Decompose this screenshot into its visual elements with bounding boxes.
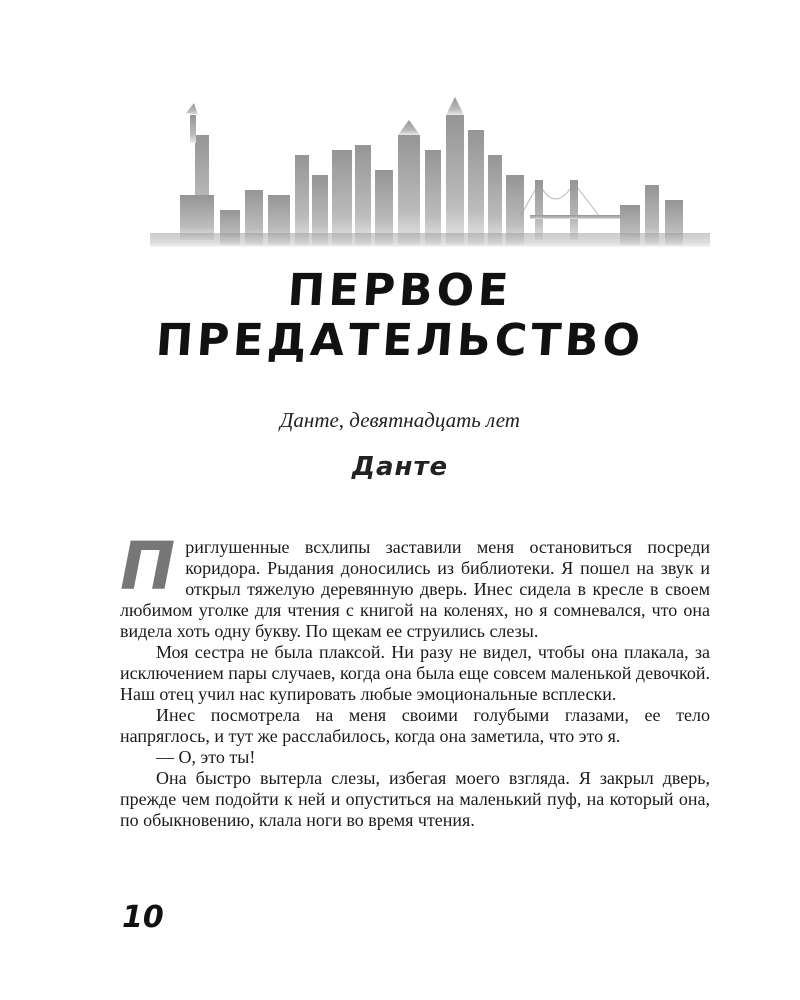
chapter-title-line1: ПЕРВОЕ [286, 265, 514, 316]
paragraph: Приглушенные всхлипы заставили меня остановиться посреди коридора. Рыдания доносились из библиотеки. Я пошел на звук и открыл тяжелую деревянную дверь. Инес сидела в кресле в своем любимом уголке для чтения с книгой на коленях, но я сомневался, что она видела хоть одну букву. По щекам ее струились слезы. [120, 528, 710, 641]
paragraph: Она быстро вытерла слезы, избегая моего взгляда. Я закрыл дверь, прежде чем подойти к ней и опуститься на маленький пуф, на который она, по обыкновению, клала ноги во время чтения. [120, 768, 710, 830]
city-skyline-watercolor-icon [150, 95, 710, 255]
drop-cap: П [120, 528, 176, 605]
narrator-heading: Данте [351, 452, 449, 482]
body-text [120, 528, 710, 831]
chapter-subtitle: Данте, девятнадцать лет [280, 408, 520, 432]
page-number: 10 [122, 900, 164, 935]
paragraph: — О, это ты! [156, 747, 256, 767]
chapter-title-line2: ПРЕДАТЕЛЬСТВО [154, 315, 646, 366]
paragraph: Инес посмотрела на меня своими голубыми глазами, ее тело напряглось, и тут же расслабилось, когда она заметила, что это я. [120, 705, 710, 746]
paragraph: Моя сестра не была плаксой. Ни разу не видел, чтобы она плакала, за исключением пары случаев, когда она была еще совсем маленькой девочкой. Наш отец учил нас купировать любые эмоциональные всплески. [120, 642, 710, 704]
